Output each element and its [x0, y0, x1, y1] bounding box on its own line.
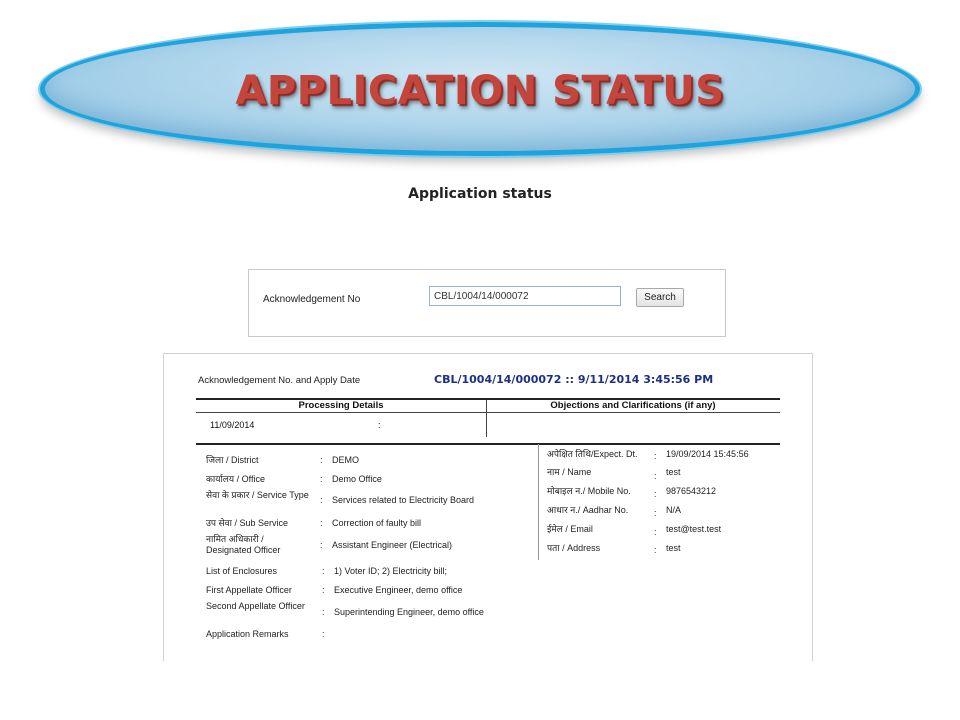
search-panel: [248, 269, 726, 337]
processing-colon: :: [378, 420, 381, 430]
detail-value: Executive Engineer, demo office: [334, 585, 463, 595]
detail-value: 9876543212: [666, 486, 717, 496]
detail-separator: :: [322, 629, 325, 639]
ack-date-label: Acknowledgement No. and Apply Date: [198, 375, 361, 386]
result-card: [163, 353, 813, 661]
detail-value: N/A: [666, 505, 682, 515]
detail-label: First Appellate Officer: [206, 585, 292, 595]
detail-value: DEMO: [332, 455, 359, 465]
detail-separator: :: [320, 540, 323, 550]
detail-separator: :: [320, 474, 323, 484]
detail-value: 1) Voter ID; 2) Electricity bill;: [334, 566, 448, 576]
detail-separator: :: [654, 451, 657, 461]
details-divider: [196, 443, 780, 445]
ack-date-value: CBL/1004/14/000072 :: 9/11/2014 3:45:56 PM: [434, 373, 714, 386]
detail-separator: :: [320, 495, 323, 505]
detail-label: नामित अधिकारी / Designated Officer: [206, 534, 281, 555]
processing-date: 11/09/2014: [210, 420, 255, 430]
detail-separator: :: [320, 455, 323, 465]
detail-label: सेवा के प्रकार / Service Type: [206, 490, 309, 500]
detail-label: उप सेवा / Sub Service: [206, 518, 288, 528]
detail-separator: :: [654, 471, 657, 481]
detail-value: Assistant Engineer (Electrical): [332, 540, 453, 550]
processing-table: [196, 398, 780, 438]
detail-value: test: [666, 543, 681, 553]
detail-label: Application Remarks: [206, 629, 289, 639]
detail-label: नाम / Name: [547, 467, 592, 477]
detail-separator: :: [654, 527, 657, 537]
page-title: Application status: [408, 186, 552, 202]
processing-details-header: Processing Details: [298, 400, 384, 411]
detail-label: ईमेल / Email: [547, 524, 593, 534]
detail-separator: :: [320, 518, 323, 528]
detail-separator: :: [654, 545, 657, 555]
details-column-divider: [538, 444, 539, 560]
detail-separator: :: [322, 585, 325, 595]
detail-label: List of Enclosures: [206, 566, 278, 576]
detail-separator: :: [322, 607, 325, 617]
detail-label: जिला / District: [206, 455, 259, 465]
detail-label: Second Appellate Officer: [206, 601, 305, 611]
detail-value: test: [666, 467, 681, 477]
table-divider: [196, 412, 780, 413]
table-column-divider: [486, 400, 487, 437]
detail-value: Correction of faulty bill: [332, 518, 422, 528]
detail-separator: :: [654, 508, 657, 518]
detail-separator: :: [654, 489, 657, 499]
objections-header: Objections and Clarifications (if any): [550, 400, 716, 411]
detail-label: पता / Address: [547, 543, 601, 553]
detail-separator: :: [322, 566, 325, 576]
detail-value: test@test.test: [666, 524, 722, 534]
detail-label: आधार न./ Aadhar No.: [547, 505, 629, 515]
detail-value: Superintending Engineer, demo office: [334, 607, 484, 617]
acknowledgement-label: Acknowledgement No: [263, 294, 361, 305]
detail-label: मोबाइल न./ Mobile No.: [547, 486, 631, 496]
detail-label: कार्यालय / Office: [206, 474, 265, 484]
acknowledgement-input[interactable]: [429, 286, 621, 306]
detail-value: 19/09/2014 15:45:56: [666, 449, 749, 459]
search-button[interactable]: Search: [636, 288, 684, 307]
detail-value: Demo Office: [332, 474, 382, 484]
detail-label: अपेक्षित तिथि/Expect. Dt.: [547, 449, 638, 459]
detail-value: Services related to Electricity Board: [332, 495, 475, 505]
banner-title: APPLICATION STATUS: [235, 68, 725, 114]
